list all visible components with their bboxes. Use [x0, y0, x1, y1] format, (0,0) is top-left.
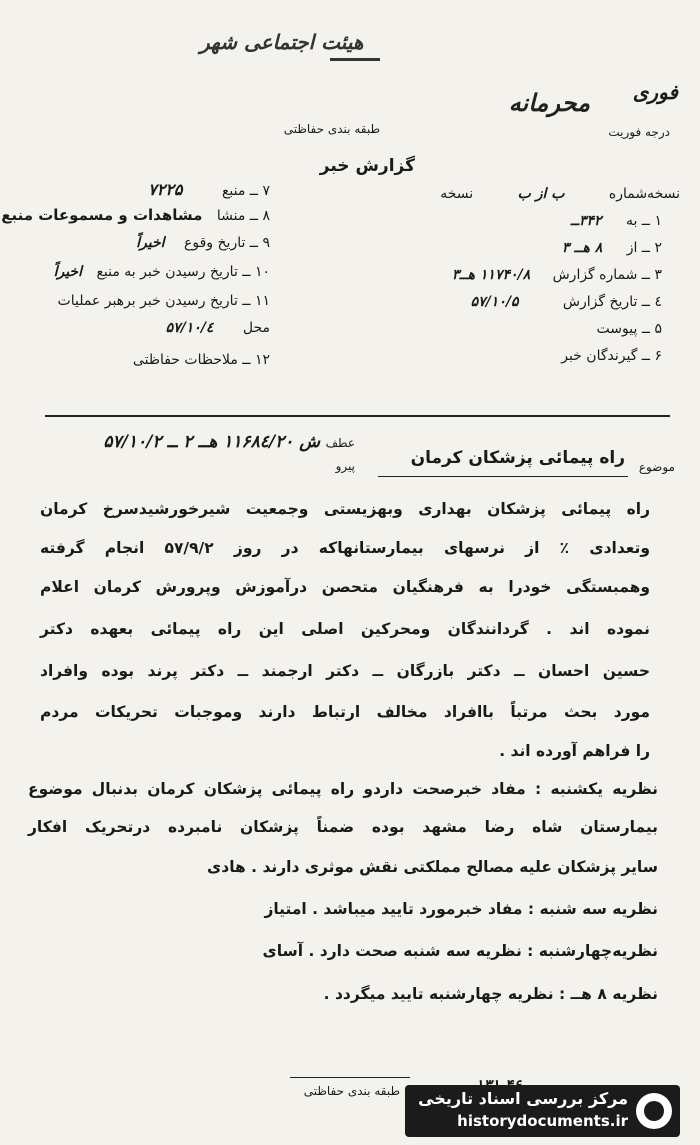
- top-handwritten-note: هیئت اجتماعی شهر: [200, 30, 364, 54]
- priority-value: فوری: [632, 80, 678, 104]
- field-label: ۱ ــ به: [625, 213, 662, 229]
- body-line: نموده اند . گردانندگان ومحرکین اصلی این راه پیمائی بعهده دکتر: [40, 620, 650, 638]
- field-label: ۹ ــ تاریخ وقوع: [184, 235, 270, 251]
- field-occurrence-date: [136, 235, 270, 251]
- field-value: ب از ب: [517, 186, 565, 202]
- body-line: حسین احسان ــ دکتر بازرگان ــ دکتر ارجمند ــ دکتر پرند بوده وافراد: [40, 662, 650, 680]
- field-suffix: نسخه: [440, 186, 474, 202]
- watermark-logo: [405, 1085, 680, 1137]
- archive-logo-icon: [636, 1093, 672, 1129]
- field-attachment: [597, 321, 662, 337]
- field-label: ۱۱ ــ تاریخ رسیدن خبر برهبر عملیات: [57, 293, 270, 309]
- field-label: ۷ ــ منبع: [221, 183, 270, 199]
- body-line: نظریه ۸ هــ : نظریه چهارشنبه تایید میگردد .: [323, 985, 658, 1003]
- body-line: نظریه یکشنبه : مفاد خبرصحت داردو راه پیمائی پزشکان کرمان بدنبال موضوع: [28, 780, 658, 798]
- field-recipients: [561, 348, 662, 364]
- field-label: ۵ ــ پیوست: [596, 321, 662, 337]
- ref-value: ش ۱۱۶۸٤/۲۰ هــ ۲ ــ ۵۷/۱۰/۲: [103, 432, 320, 452]
- field-value: ۷۲۲۵: [148, 180, 183, 199]
- subject-label: موضوع: [638, 460, 675, 474]
- field-value: ۳۴۲ــ: [570, 213, 602, 229]
- bottom-rule: [290, 1077, 410, 1078]
- field-origin: [1, 206, 270, 224]
- field-to: [571, 213, 662, 229]
- field-label: ۸ ــ منشا: [216, 208, 270, 224]
- body-line: نظریه سه شنبه : مفاد خبرمورد تایید میباشد . امتیاز: [264, 900, 658, 918]
- ref-label: عطف: [325, 436, 355, 450]
- ref-sub-label: پیرو: [335, 459, 355, 473]
- field-value: اخیراً: [136, 235, 165, 251]
- body-line: مورد بحث مرتباً باافراد مخالف ارتباط دارند وموجبات تحریکات مردم: [40, 703, 650, 721]
- field-report-number: [452, 267, 662, 283]
- field-value: ۸ هــ ۳: [561, 240, 603, 256]
- field-value: مشاهدات و مسموعات منبع: [1, 206, 203, 224]
- priority-label: درجه فوریت: [608, 125, 670, 139]
- field-label: ۲ ــ از: [626, 240, 662, 256]
- top-dash-mark: [330, 58, 380, 61]
- body-line: را فراهم آورده اند .: [499, 742, 650, 760]
- classification-label-top: طبقه بندی حفاظتی: [283, 122, 380, 136]
- field-location: [166, 320, 270, 336]
- header-separator: [45, 415, 670, 417]
- field-receipt-date-source: [54, 264, 270, 280]
- field-receipt-date-ops: [58, 293, 270, 309]
- field-value: ۵۷/۱۰/٤: [165, 320, 214, 336]
- field-label: ۱۲ ــ ملاحظات حفاظتی: [132, 352, 270, 368]
- field-value: ۱۱۷۴۰/۸ هــ۳: [451, 267, 531, 283]
- body-line: وتعدادی ٪ از نرسهای بیمارستانهاکه در روز ۵۷/۹/۲ انجام گرفته: [40, 539, 650, 557]
- subject-value: راه پیمائی پزشکان کرمان: [410, 448, 625, 468]
- field-label: ۱۰ ــ تاریخ رسیدن خبر به منبع: [96, 264, 270, 280]
- body-line: وهمبستگی خودرا به فرهنگیان متحصن درآموزش وپرورش کرمان اعلام: [40, 578, 650, 596]
- field-label: ۳ ــ شماره گزارش: [552, 267, 662, 283]
- field-security-notes: [133, 352, 270, 368]
- watermark-persian-text: مرکز بررسی اسناد تاریخی: [418, 1089, 628, 1108]
- subject-underline: [378, 476, 628, 477]
- field-report-date: [471, 294, 662, 310]
- priority-handwritten-mark: محرمانه: [508, 88, 590, 117]
- field-value: ۵۷/۱۰/۵: [470, 294, 519, 310]
- field-label: محل: [242, 320, 270, 336]
- field-copy-number: [440, 186, 680, 202]
- body-line: بیمارستان شاه رضا مشهد بوده ضمناً پزشکان نامبرده درتحریک افکار: [28, 818, 658, 836]
- field-source: [148, 180, 270, 199]
- field-label: ٤ ــ تاریخ گزارش: [562, 294, 662, 310]
- body-line: نظریه‌چهارشنبه : نظریه سه شنبه صحت دارد . آسای: [262, 942, 658, 960]
- field-value: اخیراً: [53, 264, 82, 280]
- watermark-url-text: historydocuments.ir: [457, 1112, 628, 1130]
- body-line: راه پیمائی پزشکان بهداری وبهزیستی وجمعیت شیرخورشیدسرخ کرمان: [40, 500, 650, 518]
- body-line: سایر پزشکان علیه مصالح مملکتی نقش موثری دارند . هادی: [207, 858, 658, 876]
- field-from: [562, 240, 662, 256]
- classification-label-bottom: طبقه بندی حفاظتی: [303, 1084, 400, 1098]
- field-label: نسخه‌شماره: [608, 186, 680, 202]
- field-label: ۶ ــ گیرندگان خبر: [561, 348, 662, 364]
- doc-title: گزارش خبر: [319, 156, 415, 176]
